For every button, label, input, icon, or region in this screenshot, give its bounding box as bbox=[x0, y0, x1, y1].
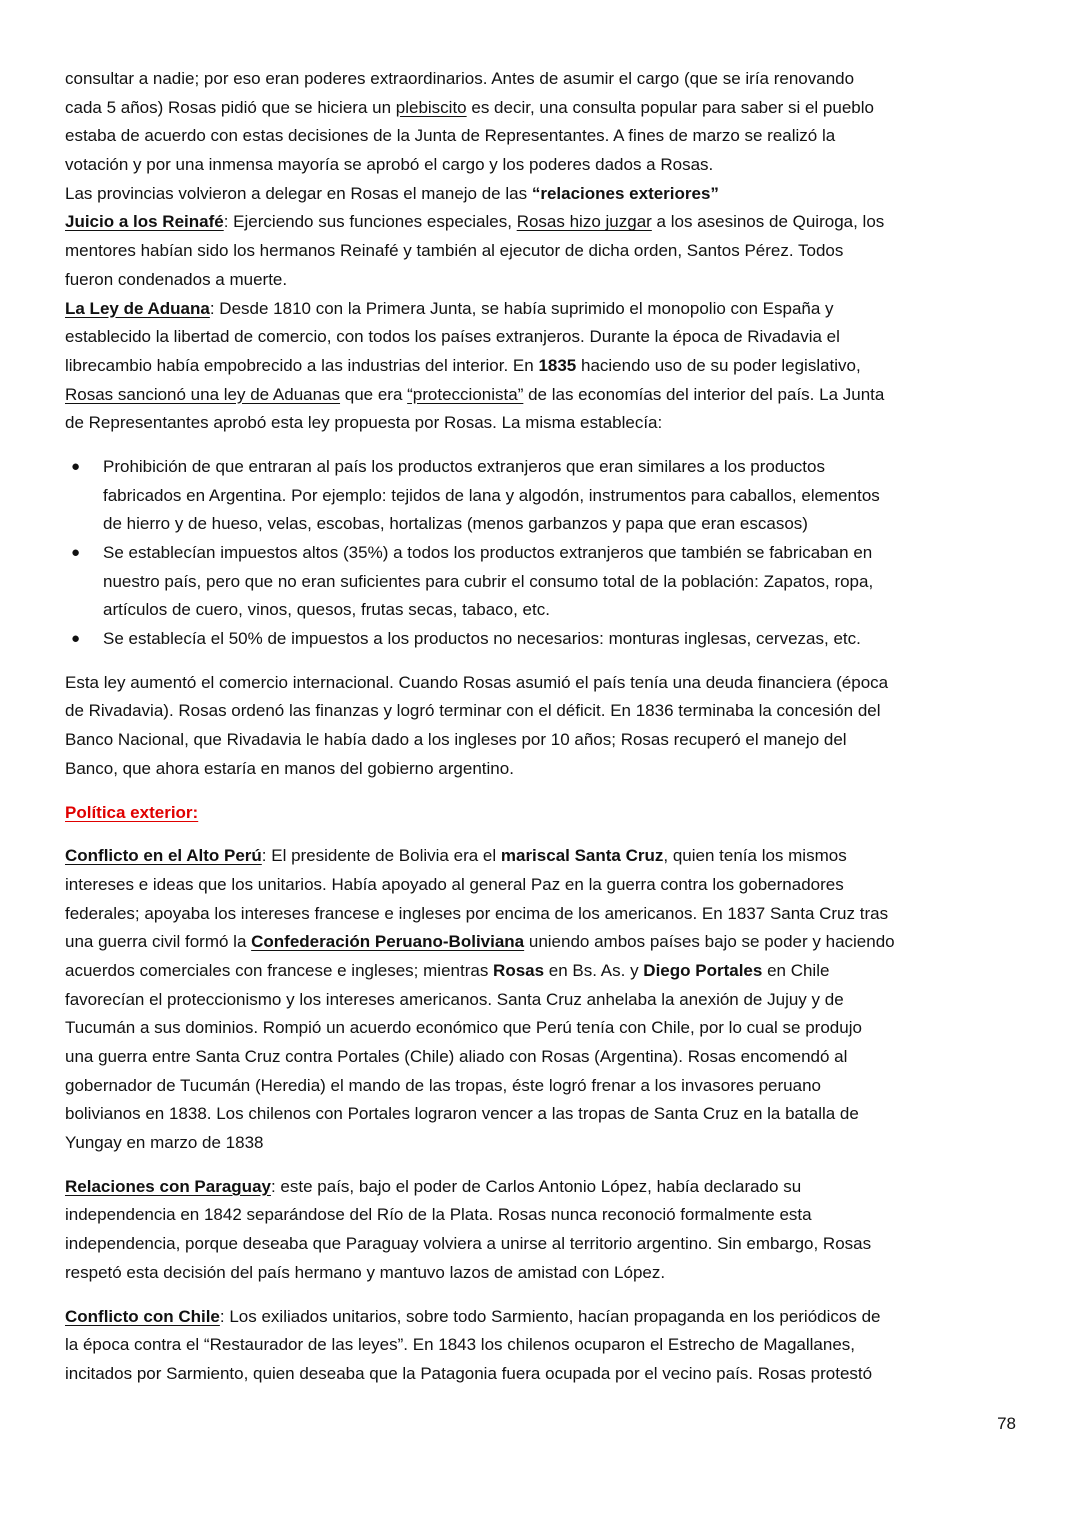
text-run: fueron condenados a muerte. bbox=[65, 269, 288, 289]
paragraph bbox=[65, 65, 1025, 438]
text-run: la época contra el “Restaurador de las leyes”. En 1843 los chilenos ocuparon el Estrecho de Magallanes, bbox=[65, 1335, 856, 1355]
emphasis-text: “proteccionista” bbox=[407, 384, 524, 404]
paragraph bbox=[65, 842, 1025, 1158]
text-line bbox=[65, 871, 1025, 900]
text-run: de Rivadavia). Rosas ordenó las finanzas y logró terminar con el déficit. En 1836 terminaba la concesión del bbox=[65, 701, 881, 721]
text-run: Las provincias volvieron a delegar en Rosas el manejo de las bbox=[65, 183, 532, 203]
text-run: federales; apoyaba los intereses francese e ingleses por encima de los americanos. En 1837 Santa Cruz tras bbox=[65, 903, 889, 923]
bullet-list bbox=[65, 453, 1025, 654]
bullet-icon: ● bbox=[71, 544, 81, 561]
text-run: : Ejerciendo sus funciones especiales, bbox=[223, 212, 517, 232]
text-line bbox=[65, 1360, 1025, 1389]
text-line bbox=[65, 352, 1025, 381]
emphasis-text: mariscal Santa Cruz bbox=[500, 846, 664, 866]
text-run: mentores habían sido los hermanos Reinafé y también al ejecutor de dicha orden, Santos Pérez. Todos bbox=[65, 241, 844, 261]
emphasis-text: plebiscito bbox=[395, 97, 467, 117]
emphasis-text: Rosas bbox=[493, 960, 545, 980]
text-line bbox=[103, 568, 1025, 597]
text-line bbox=[65, 1201, 1025, 1230]
text-line bbox=[65, 1100, 1025, 1129]
text-run: de Representantes aprobó esta ley propuesta por Rosas. La misma establecía: bbox=[65, 413, 663, 433]
text-line bbox=[65, 1129, 1025, 1158]
text-run: cada 5 años) Rosas pidió que se hiciera un bbox=[65, 97, 396, 117]
emphasis-text: Rosas hizo juzgar bbox=[516, 212, 652, 232]
text-run: , quien tenía los mismos bbox=[663, 846, 847, 866]
text-line bbox=[65, 1303, 1025, 1332]
text-run: incitados por Sarmiento, quien deseaba que la Patagonia fuera ocupada por el vecino país. Rosas protestó bbox=[65, 1363, 873, 1383]
text-line bbox=[65, 122, 1025, 151]
text-line bbox=[65, 295, 1025, 324]
text-line bbox=[65, 799, 1025, 828]
paragraph bbox=[65, 669, 1025, 784]
section-heading: Confederación Peruano-Boliviana bbox=[251, 932, 525, 952]
paragraph bbox=[65, 1303, 1025, 1389]
text-run: establecido la libertad de comercio, con todos los países extranjeros. Durante la época de Rivadavia el bbox=[65, 327, 840, 347]
text-line bbox=[103, 482, 1025, 511]
text-line bbox=[65, 755, 1025, 784]
text-line bbox=[65, 900, 1025, 929]
text-line bbox=[103, 510, 1025, 539]
text-line bbox=[65, 697, 1025, 726]
paragraph bbox=[65, 799, 1025, 828]
text-line bbox=[65, 928, 1025, 957]
text-run: : Los exiliados unitarios, sobre todo Sarmiento, hacían propaganda en los periódicos de bbox=[219, 1306, 881, 1326]
emphasis-text: 1835 bbox=[538, 355, 577, 375]
text-run: : este país, bajo el poder de Carlos Antonio López, había declarado su bbox=[270, 1176, 802, 1196]
text-line bbox=[65, 323, 1025, 352]
paragraph bbox=[65, 1173, 1025, 1288]
text-line bbox=[65, 237, 1025, 266]
emphasis-text: Rosas sancionó una ley de Aduanas bbox=[65, 384, 341, 404]
text-run: gobernador de Tucumán (Heredia) el mando de las tropas, éste logró frenar a los invasores peruano bbox=[65, 1075, 821, 1095]
text-run: estaba de acuerdo con estas decisiones de la Junta de Representantes. A fines de marzo se realizó la bbox=[65, 126, 836, 146]
text-line bbox=[65, 726, 1025, 755]
text-line bbox=[65, 180, 1025, 209]
text-run: nuestro país, pero que no eran suficientes para cubrir el consumo total de la población: Zapatos, ropa, bbox=[103, 571, 874, 591]
document-body bbox=[65, 65, 1025, 1389]
text-line bbox=[65, 1043, 1025, 1072]
text-line bbox=[65, 957, 1025, 986]
text-run: : El presidente de Bolivia era el bbox=[261, 846, 501, 866]
text-line bbox=[65, 94, 1025, 123]
text-run: Tucumán a sus dominios. Rompió un acuerdo económico que Perú tenía con Chile, por lo cual se produjo bbox=[65, 1018, 862, 1038]
text-run: fabricados en Argentina. Por ejemplo: tejidos de lana y algodón, instrumentos para caballos, elementos bbox=[103, 485, 880, 505]
text-run: Yungay en marzo de 1838 bbox=[65, 1133, 264, 1153]
text-line bbox=[103, 596, 1025, 625]
section-heading: Conflicto en el Alto Perú bbox=[65, 846, 262, 866]
text-run: independencia en 1842 separándose del Río de la Plata. Rosas nunca reconoció formalmente esta bbox=[65, 1205, 812, 1225]
bullet-icon: ● bbox=[71, 457, 81, 475]
text-line bbox=[65, 669, 1025, 698]
text-run: en Bs. As. y bbox=[544, 960, 644, 980]
emphasis-text: Diego Portales bbox=[643, 960, 763, 980]
text-line bbox=[65, 1331, 1025, 1360]
list-item bbox=[65, 453, 1025, 539]
text-run: que era bbox=[340, 384, 408, 404]
text-line bbox=[65, 1014, 1025, 1043]
text-run: independencia, porque deseaba que Paraguay volviera a unirse al territorio argentino. Sin embargo, Rosas bbox=[65, 1234, 872, 1254]
text-line bbox=[65, 381, 1025, 410]
text-run: bolivianos en 1838. Los chilenos con Portales lograron vencer a las tropas de Santa Cruz en la batalla de bbox=[65, 1104, 859, 1124]
list-item bbox=[65, 539, 1025, 625]
text-run: haciendo uso de su poder legislativo, bbox=[576, 355, 861, 375]
text-line bbox=[65, 266, 1025, 295]
text-run: Banco, que ahora estaría en manos del gobierno argentino. bbox=[65, 758, 514, 778]
section-heading: Conflicto con Chile bbox=[65, 1306, 220, 1326]
emphasis-text: “relaciones exteriores” bbox=[531, 183, 719, 203]
bullet-icon: ● bbox=[71, 630, 81, 648]
text-run: es decir, una consulta popular para saber si el pueblo bbox=[466, 97, 874, 117]
section-heading: Relaciones con Paraguay bbox=[65, 1176, 271, 1196]
text-run: una guerra entre Santa Cruz contra Portales (Chile) aliado con Rosas (Argentina). Rosas encomendó al bbox=[65, 1047, 848, 1066]
text-run: intereses e ideas que los unitarios. Había apoyado al general Paz en la guerra contra los gobernadores bbox=[65, 874, 844, 894]
text-line bbox=[103, 453, 1025, 482]
text-run: Banco Nacional, que Rivadavia le había dado a los ingleses por 10 años; Rosas recuperó el manejo del bbox=[65, 730, 847, 750]
text-run: Esta ley aumentó el comercio internacional. Cuando Rosas asumió el país tenía una deuda financiera (época bbox=[65, 672, 889, 692]
text-run: Prohibición de que entraran al país los productos extranjeros que eran similares a los productos bbox=[103, 456, 825, 476]
text-run: una guerra civil formó la bbox=[65, 932, 252, 952]
text-line bbox=[103, 539, 1025, 568]
text-run: librecambio había empobrecido a las industrias del interior. En bbox=[65, 355, 539, 375]
text-run: consultar a nadie; por eso eran poderes extraordinarios. Antes de asumir el cargo (que se iría renovando bbox=[65, 69, 855, 88]
text-run: acuerdos comerciales con francese e ingleses; mientras bbox=[65, 960, 494, 980]
text-line bbox=[103, 625, 1025, 654]
text-run: : Desde 1810 con la Primera Junta, se había suprimido el monopolio con España y bbox=[209, 298, 834, 318]
text-run: de las economías del interior del país. La Junta bbox=[523, 384, 885, 404]
page-number: 78 bbox=[997, 1414, 1016, 1433]
text-line bbox=[65, 986, 1025, 1015]
text-line bbox=[65, 409, 1025, 438]
section-heading: Juicio a los Reinafé bbox=[65, 212, 224, 232]
text-run: artículos de cuero, vinos, quesos, frutas secas, tabaco, etc. bbox=[103, 600, 550, 620]
text-run: uniendo ambos países bajo se poder y haciendo bbox=[524, 932, 895, 952]
text-line bbox=[65, 208, 1025, 237]
text-line bbox=[65, 1072, 1025, 1101]
text-run: votación y por una inmensa mayoría se aprobó el cargo y los poderes dados a Rosas. bbox=[65, 155, 714, 175]
text-run: favorecían el proteccionismo y los intereses americanos. Santa Cruz anhelaba la anexión de Jujuy y de bbox=[65, 989, 844, 1009]
text-line bbox=[65, 151, 1025, 180]
list-item bbox=[65, 625, 1025, 654]
text-line bbox=[65, 65, 1025, 94]
text-run: de hierro y de hueso, velas, escobas, hortalizas (menos garbanzos y papa que eran escasos) bbox=[103, 514, 808, 534]
text-run: Se establecía el 50% de impuestos a los productos no necesarios: monturas inglesas, cervezas, etc. bbox=[103, 629, 861, 649]
section-heading: La Ley de Aduana bbox=[65, 298, 210, 318]
text-run: respetó esta decisión del país hermano y mantuvo lazos de amistad con López. bbox=[65, 1262, 666, 1282]
text-run: en Chile bbox=[762, 960, 830, 980]
section-heading: Política exterior: bbox=[65, 802, 199, 822]
text-line bbox=[65, 1173, 1025, 1202]
text-line bbox=[65, 1259, 1025, 1288]
text-run: a los asesinos de Quiroga, los bbox=[651, 212, 885, 232]
text-run: Se establecían impuestos altos (35%) a todos los productos extranjeros que también se fabricaban en bbox=[103, 543, 873, 562]
text-line bbox=[65, 842, 1025, 871]
text-line bbox=[65, 1230, 1025, 1259]
